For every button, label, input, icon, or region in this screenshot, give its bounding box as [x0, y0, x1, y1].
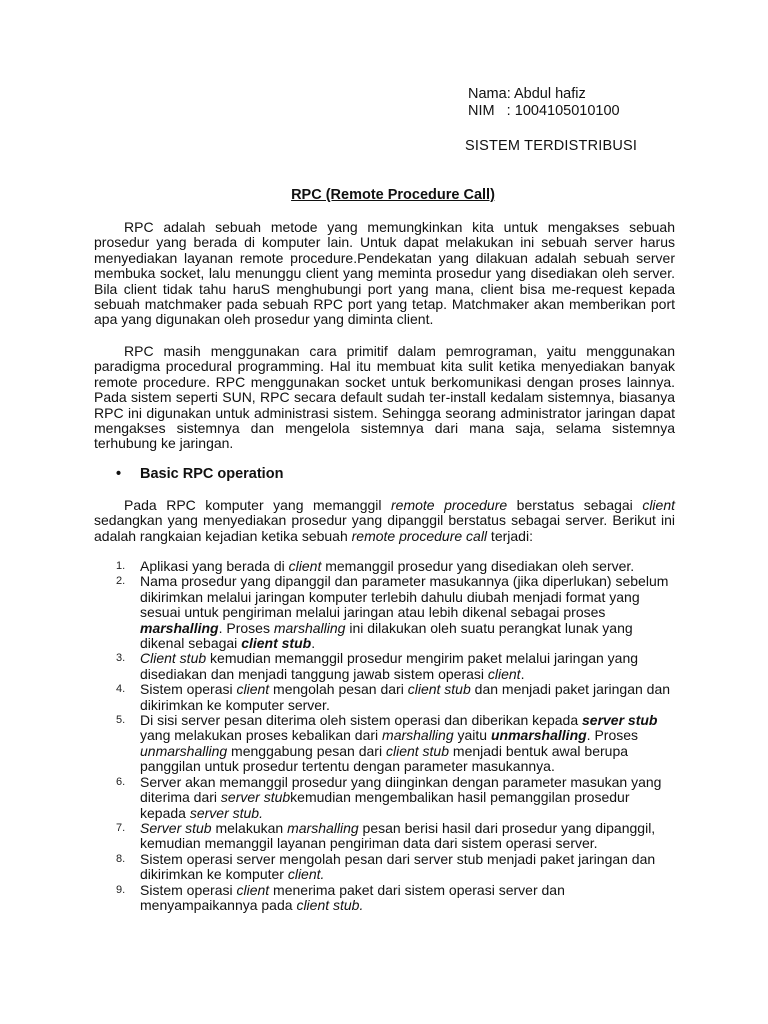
student-info: [468, 86, 620, 120]
text-run: Sistem operasi: [140, 681, 237, 698]
name-label: Nama: [468, 86, 507, 102]
text-run: melakukan: [211, 819, 288, 836]
text-run: Sistem operasi: [140, 881, 237, 898]
text-run: Server akan memanggil prosedur yang diinginkan dengan parameter masukan yang diterima dari: [140, 773, 662, 806]
list-item: [116, 883, 676, 914]
text-run-italic: client stub: [385, 742, 450, 759]
paragraph-operation: [94, 498, 675, 544]
text-run: Aplikasi yang berada di: [140, 558, 289, 574]
list-number: 3.: [116, 652, 126, 665]
text-run-bold-italic: unmarshalling: [490, 727, 587, 744]
text-run-italic: marshalling: [382, 727, 454, 744]
text-run-italic: marshalling: [287, 819, 359, 836]
text-run-italic: client: [236, 681, 270, 698]
document-title-text: RPC (Remote Procedure Call): [291, 187, 495, 203]
text-run: dan menjadi paket jaringan dan dikirimkan ke komputer server.: [140, 681, 671, 713]
text-run: .: [520, 665, 525, 682]
rpc-steps-list: [116, 559, 676, 913]
text-run: . Proses: [586, 727, 639, 744]
text-run-italic: unmarshalling: [140, 742, 228, 759]
list-number: 8.: [116, 852, 126, 865]
list-item: [116, 713, 676, 775]
section-heading-text: Basic RPC operation: [140, 466, 284, 482]
text-run-italic: client.: [287, 866, 325, 883]
list-number: 9.: [116, 883, 126, 896]
text-run: menjadi bentuk awal berupa panggilan untuk prosedur tertentu dengan parameter masukannya.: [140, 742, 629, 775]
list-item: [116, 852, 676, 883]
bullet-icon: •: [116, 466, 122, 482]
text-run: menggabung pesan dari: [227, 742, 386, 759]
nim-value: 1004105010100: [514, 103, 620, 119]
list-item: [116, 651, 676, 682]
paragraph-usage-text: RPC masih menggunakan cara primitif dalam pemrograman, yaitu menggunakan paradigma procedural programming. Hal itu membuat kita sulit ketika menyediakan banyak remote procedure. RPC menggunakan socket untuk berkomunikasi dengan proses lainnya. Pada sistem seperti SUN, RPC secara default sudah ter-install kedalam sistemnya, biasanya RPC ini digunakan untuk administrasi sistem. Sehingga seorang administrator jaringan dapat mengakses sistemnya dan mengelola sistemnya dari mana saja, selama sistemnya terhubung ke jaringan.: [94, 343, 675, 452]
paragraph-intro-text: RPC adalah sebuah metode yang memungkinkan kita untuk mengakses sebuah prosedur yang berada di komputer lain. Untuk dapat melakukan ini sebuah server harus menyediakan layanan remote procedure.Pendekatan yang dilakuan adalah sebuah server membuka socket, lalu menunggu client yang meminta prosedur yang disediakan oleh server. Bila client tidak tahu haruS menghubungi port yang mana, client bisa me-request kepada sebuah matchmaker pada sebuah RPC port yang tetap. Matchmaker akan memberikan port apa yang digunakan oleh prosedur yang diminta client.: [94, 219, 675, 328]
text-run: ini dilakukan oleh suatu perangkat lunak yang dikenal sebagai: [140, 619, 633, 652]
text-run-italic: server stub: [220, 789, 291, 806]
text-run-italic: Client stub: [140, 650, 207, 667]
list-item: [116, 775, 676, 821]
text-run-italic: client: [288, 558, 322, 574]
nim-separator: :: [494, 103, 515, 119]
text-run: kemudian mengembalikan hasil pemanggilan prosedur kepada: [140, 789, 630, 821]
text-run-italic: Server stub: [140, 819, 212, 836]
text-run: yang melakukan proses kebalikan dari: [140, 727, 383, 744]
list-number: 7.: [116, 821, 126, 834]
text-run: terjadi:: [487, 527, 533, 544]
text-run-italic: marshalling: [273, 619, 346, 636]
list-number: 6.: [116, 775, 126, 788]
text-run-bold-italic: marshalling: [140, 619, 219, 636]
text-run: mengolah pesan dari: [269, 681, 408, 698]
course-name: SISTEM TERDISTRIBUSI: [465, 138, 638, 154]
text-run-italic: client: [487, 665, 521, 682]
name-row: [468, 86, 620, 103]
paragraph-intro: [94, 220, 675, 328]
text-run: berstatus sebagai: [507, 497, 643, 513]
document-title: [0, 187, 768, 203]
nim-label: NIM: [468, 103, 495, 119]
list-item: [116, 821, 676, 852]
nim-row: [468, 103, 620, 120]
list-number: 2.: [116, 575, 126, 588]
text-run: Di sisi server pesan diterima oleh sistem operasi dan diberikan kepada: [140, 712, 582, 729]
list-number: 5.: [116, 714, 126, 727]
text-run-bold-italic: client stub: [241, 635, 312, 652]
paragraph-usage: [94, 344, 675, 452]
text-run: menerima paket dari sistem operasi server dan menyampaikannya pada: [140, 881, 565, 913]
text-run: Pada RPC komputer yang memanggil: [124, 497, 392, 513]
text-run-italic: client: [236, 881, 270, 898]
text-run-italic: remote procedure call: [351, 527, 488, 544]
list-number: 4.: [116, 683, 126, 696]
text-run-italic: client stub: [407, 681, 471, 698]
list-number: 1.: [116, 560, 126, 572]
text-run: . Proses: [218, 619, 274, 636]
name-separator: :: [506, 86, 514, 102]
text-run: kemudian memanggil prosedur mengirim paket melalui jaringan yang disediakan dan menjadi tanggung jawab sistem operasi: [140, 650, 639, 682]
text-run: memanggil prosedur yang disediakan oleh server.: [321, 558, 635, 574]
list-item: [116, 682, 676, 713]
text-run-italic: client stub.: [296, 896, 364, 913]
list-item: [116, 559, 676, 574]
text-run: .: [311, 635, 316, 652]
text-run: pesan berisi hasil dari prosedur yang dipanggil, kemudian memanggil layanan pengiriman data dari sistem operasi server.: [140, 819, 656, 852]
name-value: Abdul hafiz: [513, 86, 586, 102]
text-run: yaitu: [453, 727, 491, 744]
text-run-italic: client: [642, 497, 675, 513]
text-run-italic: server stub.: [189, 804, 263, 821]
list-item: [116, 574, 676, 651]
text-run-bold-italic: server stub: [582, 712, 658, 729]
text-run: sedangkan yang menyediakan prosedur yang dipanggil berstatus sebagai server. Berikut ini adalah rangkaian kejadian ketika sebuah: [94, 512, 675, 544]
text-run: Sistem operasi server mengolah pesan dari server stub menjadi paket jaringan dan dikirimkan ke komputer: [140, 850, 656, 883]
section-heading: [116, 466, 283, 482]
text-run-italic: remote procedure: [391, 497, 508, 513]
text-run: Nama prosedur yang dipanggil dan parameter masukannya (jika diperlukan) sebelum dikirimkan melalui jaringan komputer terlebih dahulu diubah menjadi format yang sesuai untuk pengiriman melalui jaringan atau lebih dikenal sebagai proses: [140, 573, 669, 621]
